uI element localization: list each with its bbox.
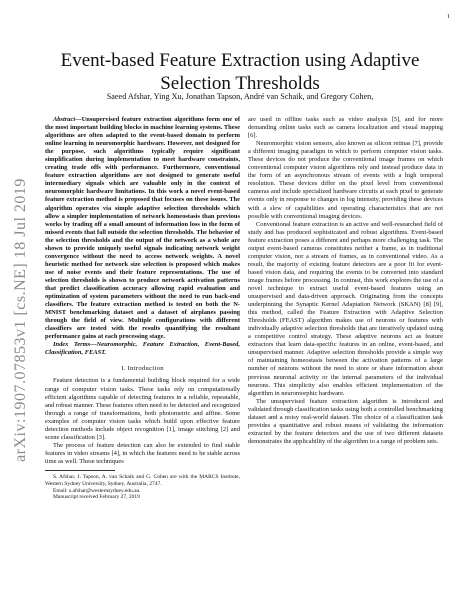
body-paragraph: Conventional feature extraction is an active and well-researched field of study and has produced sophisticated and robust algorithms. Event-based feature extraction poses a different and perhaps more challenging task. The output event-based cameras constitutes neither a frame, as in traditional computer vision, nor a stream of frames, as in conventional video. As a result, the majority of existing feature detectors are a poor fit for event-based vision data, and requiring the events to be converted into standard image frames before processing. In contrast, this work explores the use of a novel technique to extract useful event-based features using an unsupervised and data-driven approach. Originating from the concepts underpinning the Synaptic Kernel Adaptation Network (SKAN) [8] [9], this method, called the Feature Extraction with Adaptive Selection Thresholds (FEAST) algorithm makes use of neurons or features with individually adaptive selection thresholds that are iteratively updated using a competitive control strategy. These adaptive neurons act as feature extractors that learn data-specific features in an online, event-based, and unsupervised manner. Adaptive selection thresholds provide a simple way of maintaining homeostasis between the activation patterns of a large number of neurons without the need to store or share information about previous neuronal activity or the internal parameters of the individual neurons. This simplicity also enables efficient implementation of the algorithm in neuromorphic hardware. xyxy=(248,220,443,397)
page-number: 1 xyxy=(447,14,450,20)
footnote-divider xyxy=(45,470,115,471)
abstract-lead: Abstract xyxy=(53,116,76,123)
body-paragraph: are used in offline tasks such as video analysis [5], and for more demanding online tasks such as camera localization and visual mapping [6]. xyxy=(248,116,443,140)
left-column xyxy=(45,116,240,501)
right-column xyxy=(248,116,443,446)
paper-title: Event-based Feature Extraction using Adaptive Selection Thresholds xyxy=(60,49,420,94)
footnote-email: Email: s.afshar@westernsydney.edu.au. xyxy=(53,487,141,494)
arxiv-identifier-text: arXiv:1907.07853v1 [cs.NE] 18 Jul 2019 xyxy=(12,178,29,462)
body-paragraph: The process of feature detection can also be extended to find stable features in video streams [4], in which the features need to be stable across time as well. These techniques xyxy=(45,441,240,465)
footnote-affiliation: S. Afshar, J. Tapson, A. van Schaik and G. Cohen are with the MARCS Institute, Western Sydney University, Sydney, Australia, 2747. xyxy=(45,473,240,487)
footnote-manuscript-date: Manuscript received February 27, 2019 xyxy=(53,494,140,501)
abstract-paragraph xyxy=(45,116,240,341)
section-heading-introduction: I. Introduction xyxy=(121,365,164,373)
author-list: Saeed Afshar, Ying Xu, Jonathan Tapson, André van Schaik, and Gregory Cohen, xyxy=(106,92,374,101)
body-paragraph: Neuromorphic vision sensors, also known as silicon retinas [7], provide a different imaging paradigm in which to perform computer vision tasks. These devices do not produce the conventional image frames on which conventional computer vision algorithms rely and instead produce data in the form of an asynchronous stream of events with a high temporal resolution. These devices differ on the pixel level from conventional cameras and include specialized hardware circuits at each pixel to generate events only in response to changes in log intensity, providing these devices with a slew of capabilities and operating characteristics that are not possible with conventional imaging devices. xyxy=(248,140,443,220)
arxiv-identifier-stamp xyxy=(10,120,32,520)
index-terms: Index Terms—Neuromorphic, Feature Extraction, Event-Based, Classification, FEAST. xyxy=(45,341,240,357)
body-paragraph: The unsupervised feature extraction algorithm is introduced and validated through classification tasks using both a controlled benchmarking dataset and a noisy real-world dataset. The choice of a classification task provides a quantitative and robust means of validating the information extracted by the feature detectors and the use of two different datasets demonstrates the applicability of the algorithm to a range of problem sets. xyxy=(248,397,443,445)
abstract-body: —Unsupervised feature extraction algorithms form one of the most important building blocks in machine learning systems. These algorithms are often adapted to the event-based domain to perform online learning in neuromorphic hardware. However, not designed for the purpose, such algorithms typically require significant simplification during implementation to meet hardware constraints, creating trade offs with performance. Furthermore, conventional feature extraction algorithms are not designed to generate useful intermediary signals which are valuable only in the context of neuromorphic hardware limitations. In this work a novel event-based feature extraction method is proposed that focuses on these issues. The algorithm operates via simple adaptive selection thresholds which allow a simpler implementation of network homeostasis than previous works by trading off a small amount of information loss in the form of missed events that fall outside the selection thresholds. The behavior of the selection thresholds and the output of the network as a whole are shown to provide uniquely useful signals indicating network weight convergence without the need to access network weights. A novel heuristic method for network size selection is proposed which makes use of noise events and their feature representations. The use of selection thresholds is shown to produce network activation patterns that predict classification accuracy allowing rapid evaluation and optimization of system parameters without the need to run back-end classifiers. The feature extraction method is tested on both the N-MNIST benchmarking dataset and a dataset of airplanes passing through the field of view. Multiple configurations with different classifiers are tested with the results quantifying the resultant performance gains at each processing stage. xyxy=(45,116,240,341)
body-paragraph: Feature detection is a fundamental building block required for a wide range of computer vision tasks. These tasks rely on computationally efficient algorithms capable of detecting features in a reliable, repeatable, and robust manner. These features often need to be detected and recognized through a range of transformations, both photometric and affine. Some examples of computer vision tasks which build upon effective feature detection methods include object recognition [1], image stitching [2] and scene classification [3]. xyxy=(45,377,240,441)
